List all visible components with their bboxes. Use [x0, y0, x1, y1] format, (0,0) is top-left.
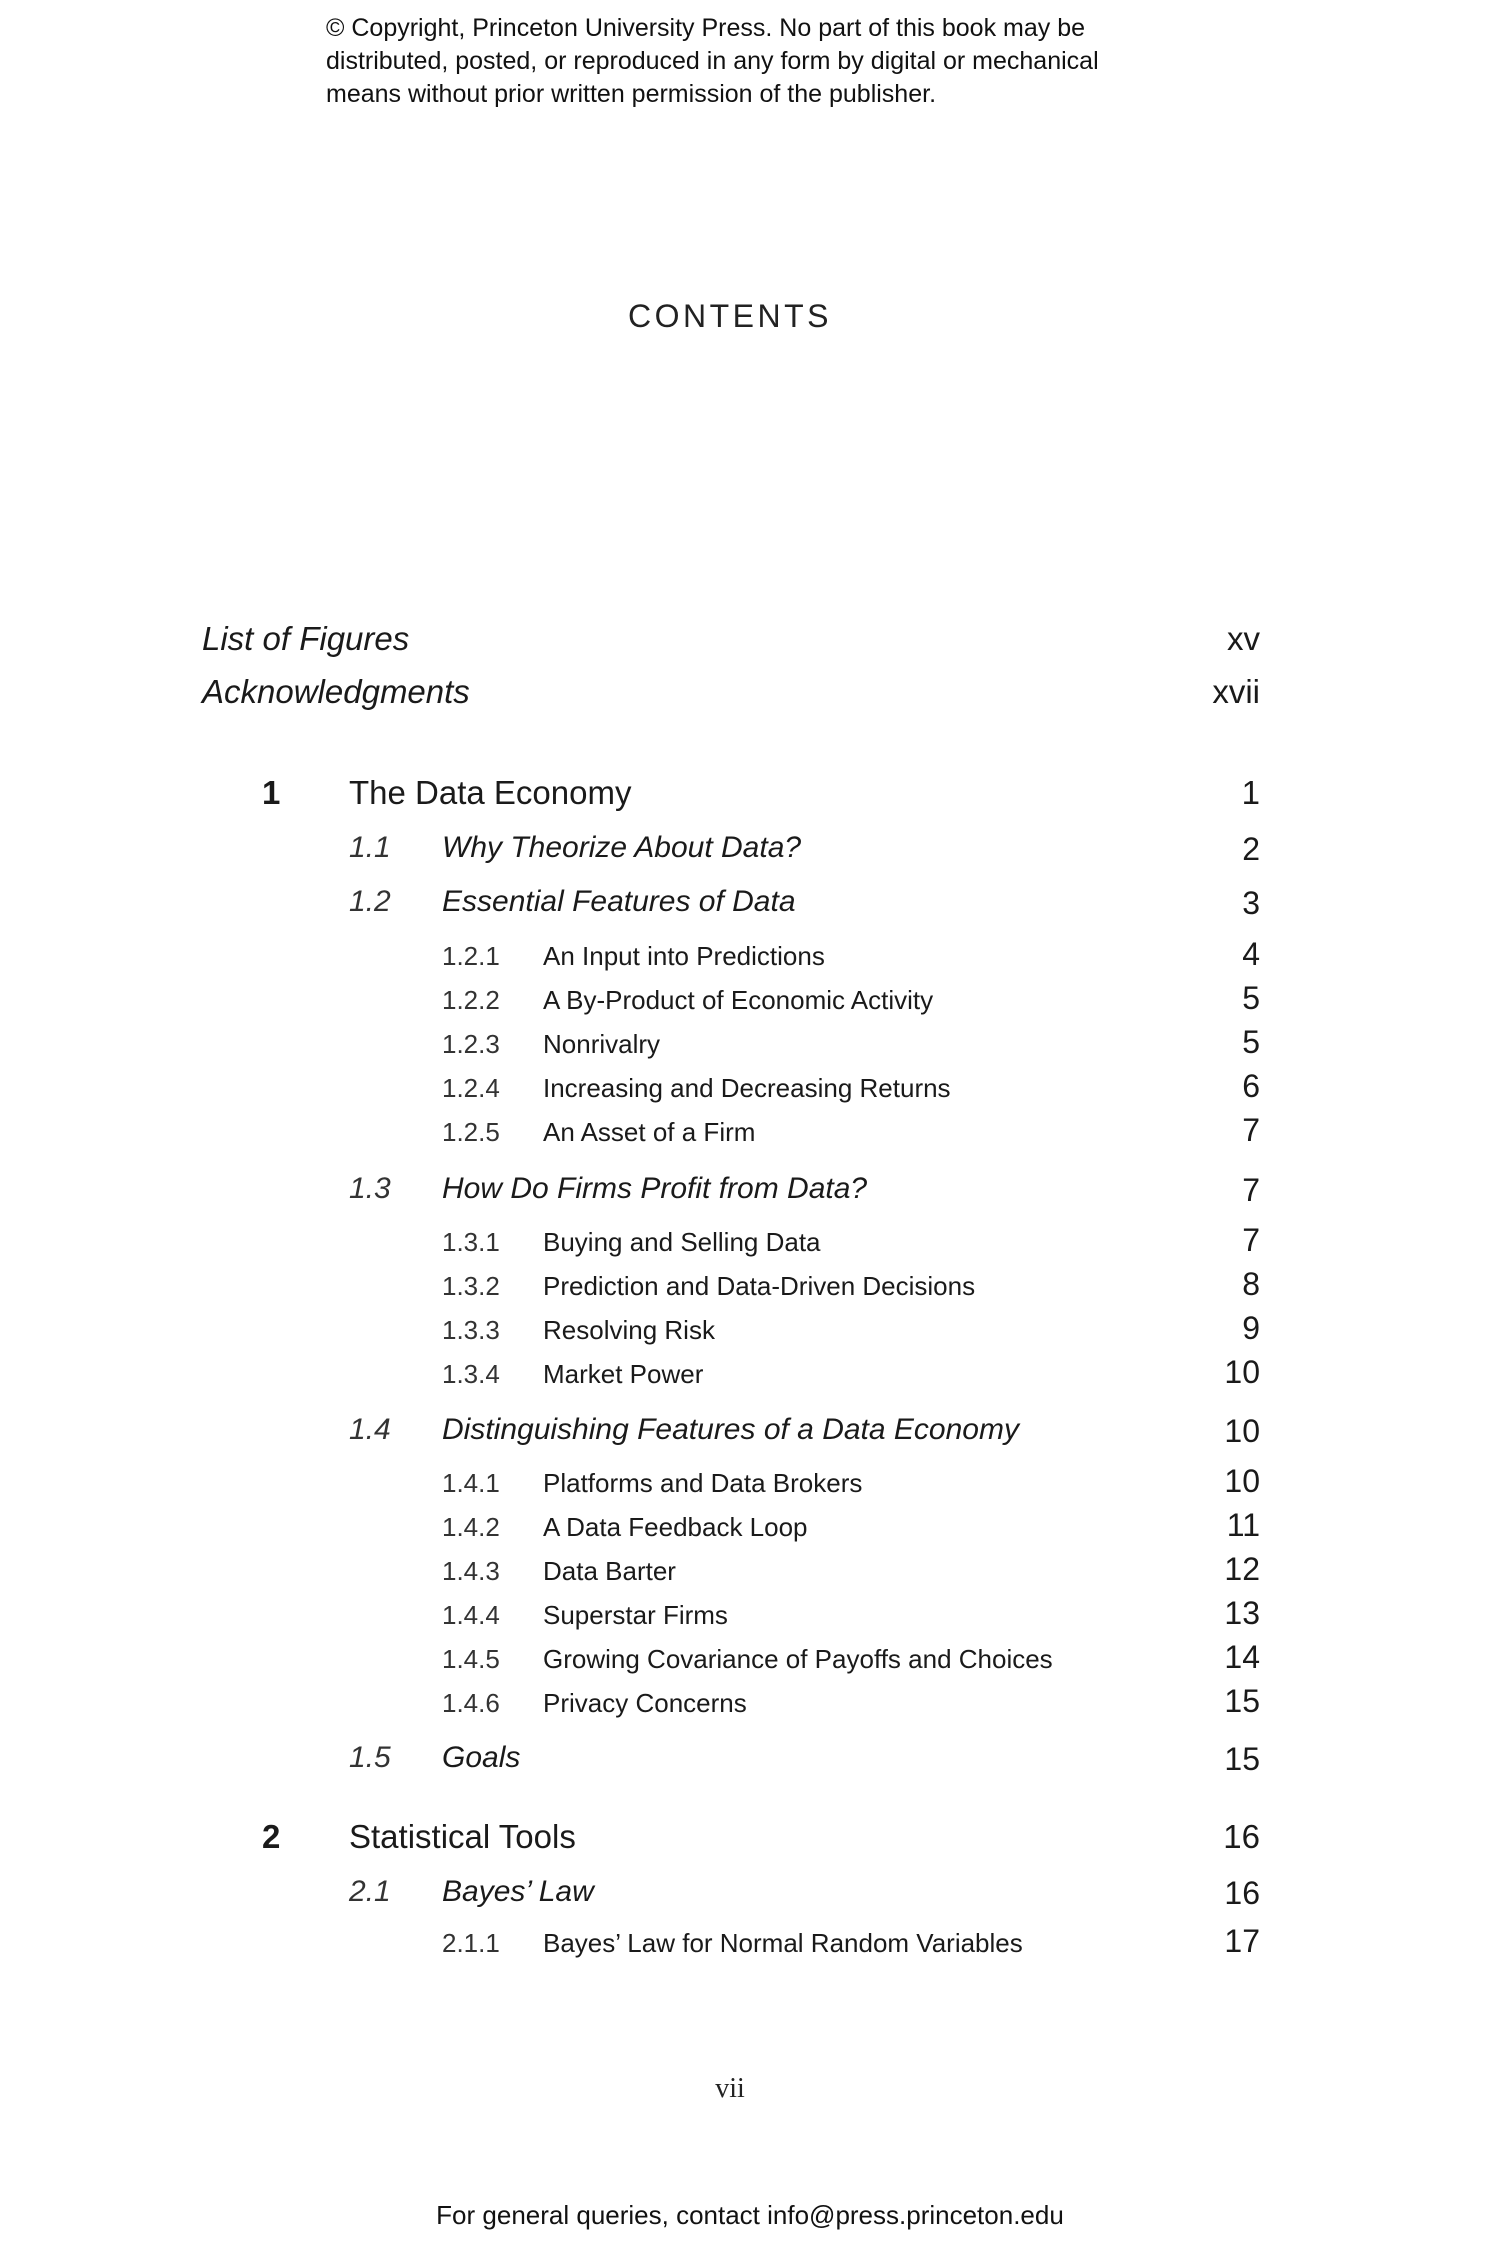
toc-entry-title: A By-Product of Economic Activity	[543, 985, 934, 1015]
toc-entry-title: Goals	[442, 1741, 521, 1774]
toc-entry-number: 1.3.3	[442, 1315, 500, 1345]
toc-entry-title: Statistical Tools	[349, 1818, 576, 1855]
toc-entry-number: 1.1	[349, 831, 391, 864]
page-title: CONTENTS	[628, 298, 832, 334]
toc-entry-number: 2	[262, 1818, 281, 1855]
toc-entry-title: Buying and Selling Data	[543, 1227, 821, 1257]
toc-entry-page: 9	[1242, 1310, 1260, 1346]
footer-contact: For general queries, contact info@press.princeton.edu	[436, 2200, 1064, 2230]
toc-entry-page: 7	[1242, 1222, 1260, 1258]
toc-entry-page: 5	[1242, 980, 1260, 1016]
toc-entry-title: Superstar Firms	[543, 1600, 728, 1630]
toc-entry-page: 12	[1224, 1551, 1260, 1587]
toc-entry-number: 1.4.6	[442, 1688, 500, 1718]
toc-entry-page: 15	[1224, 1741, 1260, 1777]
toc-entry-page: 10	[1224, 1463, 1260, 1499]
toc-entry-number: 1.2.1	[442, 941, 500, 971]
toc-entry-title: Acknowledgments	[202, 673, 470, 710]
toc-entry-title: An Asset of a Firm	[543, 1117, 756, 1147]
toc-entry-number: 1.5	[349, 1741, 391, 1774]
toc-entry-number: 1.3.4	[442, 1359, 500, 1389]
toc-entry-page: 10	[1224, 1413, 1260, 1449]
toc-entry-title: How Do Firms Profit from Data?	[442, 1172, 868, 1205]
toc-entry-title: Distinguishing Features of a Data Economy	[442, 1413, 1019, 1446]
toc-entry-number: 1.4.1	[442, 1468, 500, 1498]
toc-entry-number: 1.2.4	[442, 1073, 500, 1103]
toc-entry-title: Nonrivalry	[543, 1029, 661, 1059]
toc-entry-title: An Input into Predictions	[543, 941, 825, 971]
toc-entry-page: 7	[1242, 1172, 1260, 1208]
toc-entry-number: 1.4.3	[442, 1556, 500, 1586]
toc-entry-page: 16	[1223, 1818, 1260, 1855]
toc-entry-page: 1	[1241, 774, 1260, 811]
toc-entry-number: 1.3.2	[442, 1271, 500, 1301]
toc-entry-page: 11	[1226, 1507, 1260, 1543]
toc-entry-title: Bayes’ Law	[442, 1875, 594, 1908]
toc-entry-page: 6	[1242, 1068, 1260, 1104]
toc-entry-page: 15	[1224, 1683, 1260, 1719]
toc-entry-page: 10	[1224, 1354, 1260, 1390]
copyright-line: distributed, posted, or reproduced in any form by digital or mechanical	[326, 47, 1099, 75]
toc-entry-number: 1.2	[349, 885, 391, 918]
toc-entry-title: Bayes’ Law for Normal Random Variables	[543, 1928, 1023, 1958]
toc-entry-number: 1.2.3	[442, 1029, 500, 1059]
toc-entry-title: List of Figures	[202, 620, 410, 657]
toc-entry-title: Growing Covariance of Payoffs and Choices	[543, 1644, 1053, 1674]
toc-entry-page: 8	[1242, 1266, 1260, 1302]
toc-entry-title: Increasing and Decreasing Returns	[543, 1073, 951, 1103]
toc-entry-title: Market Power	[543, 1359, 704, 1389]
toc-entry-title: Data Barter	[543, 1556, 676, 1586]
toc-entry-page: 14	[1224, 1639, 1260, 1675]
toc-entry-number: 1.4	[349, 1413, 391, 1446]
toc-entry-number: 2.1	[349, 1875, 391, 1908]
toc-entry-page: 7	[1242, 1112, 1260, 1148]
toc-entry-title: Platforms and Data Brokers	[543, 1468, 863, 1498]
toc-entry-number: 1.4.4	[442, 1600, 500, 1630]
toc-entry-page: 13	[1224, 1595, 1260, 1631]
toc-entry-page: xv	[1227, 620, 1260, 657]
toc-entry-title: A Data Feedback Loop	[543, 1512, 808, 1542]
toc-entry-title: Privacy Concerns	[543, 1688, 747, 1718]
toc-entry-page: xvii	[1212, 673, 1260, 710]
toc-entry-title: Resolving Risk	[543, 1315, 715, 1345]
toc-entry-number: 1.3	[349, 1172, 391, 1205]
toc-entry-number: 1.3.1	[442, 1227, 500, 1257]
toc-entry-page: 2	[1242, 831, 1260, 867]
toc-entry-number: 1.4.5	[442, 1644, 500, 1674]
toc-entry-title: Why Theorize About Data?	[442, 831, 802, 864]
toc-entry-title: Prediction and Data-Driven Decisions	[543, 1271, 976, 1301]
copyright-line: means without prior written permission of the publisher.	[326, 80, 937, 108]
toc-entry-page: 5	[1242, 1024, 1260, 1060]
toc-entry-page: 3	[1242, 885, 1260, 921]
toc-entry-page: 16	[1224, 1875, 1260, 1911]
toc-entry-page: 17	[1224, 1923, 1260, 1959]
toc-entry-page: 4	[1242, 936, 1260, 972]
toc-entry-title: Essential Features of Data	[442, 885, 796, 918]
toc-entry-number: 1.4.2	[442, 1512, 500, 1542]
toc-entry-number: 1.2.5	[442, 1117, 500, 1147]
copyright-line: © Copyright, Princeton University Press. No part of this book may be	[326, 14, 1086, 42]
page-number: vii	[715, 2073, 745, 2104]
toc-entry-number: 2.1.1	[442, 1928, 500, 1958]
toc-entry-number: 1	[262, 774, 281, 811]
toc-entry-number: 1.2.2	[442, 985, 500, 1015]
toc-entry-title: The Data Economy	[349, 774, 632, 811]
